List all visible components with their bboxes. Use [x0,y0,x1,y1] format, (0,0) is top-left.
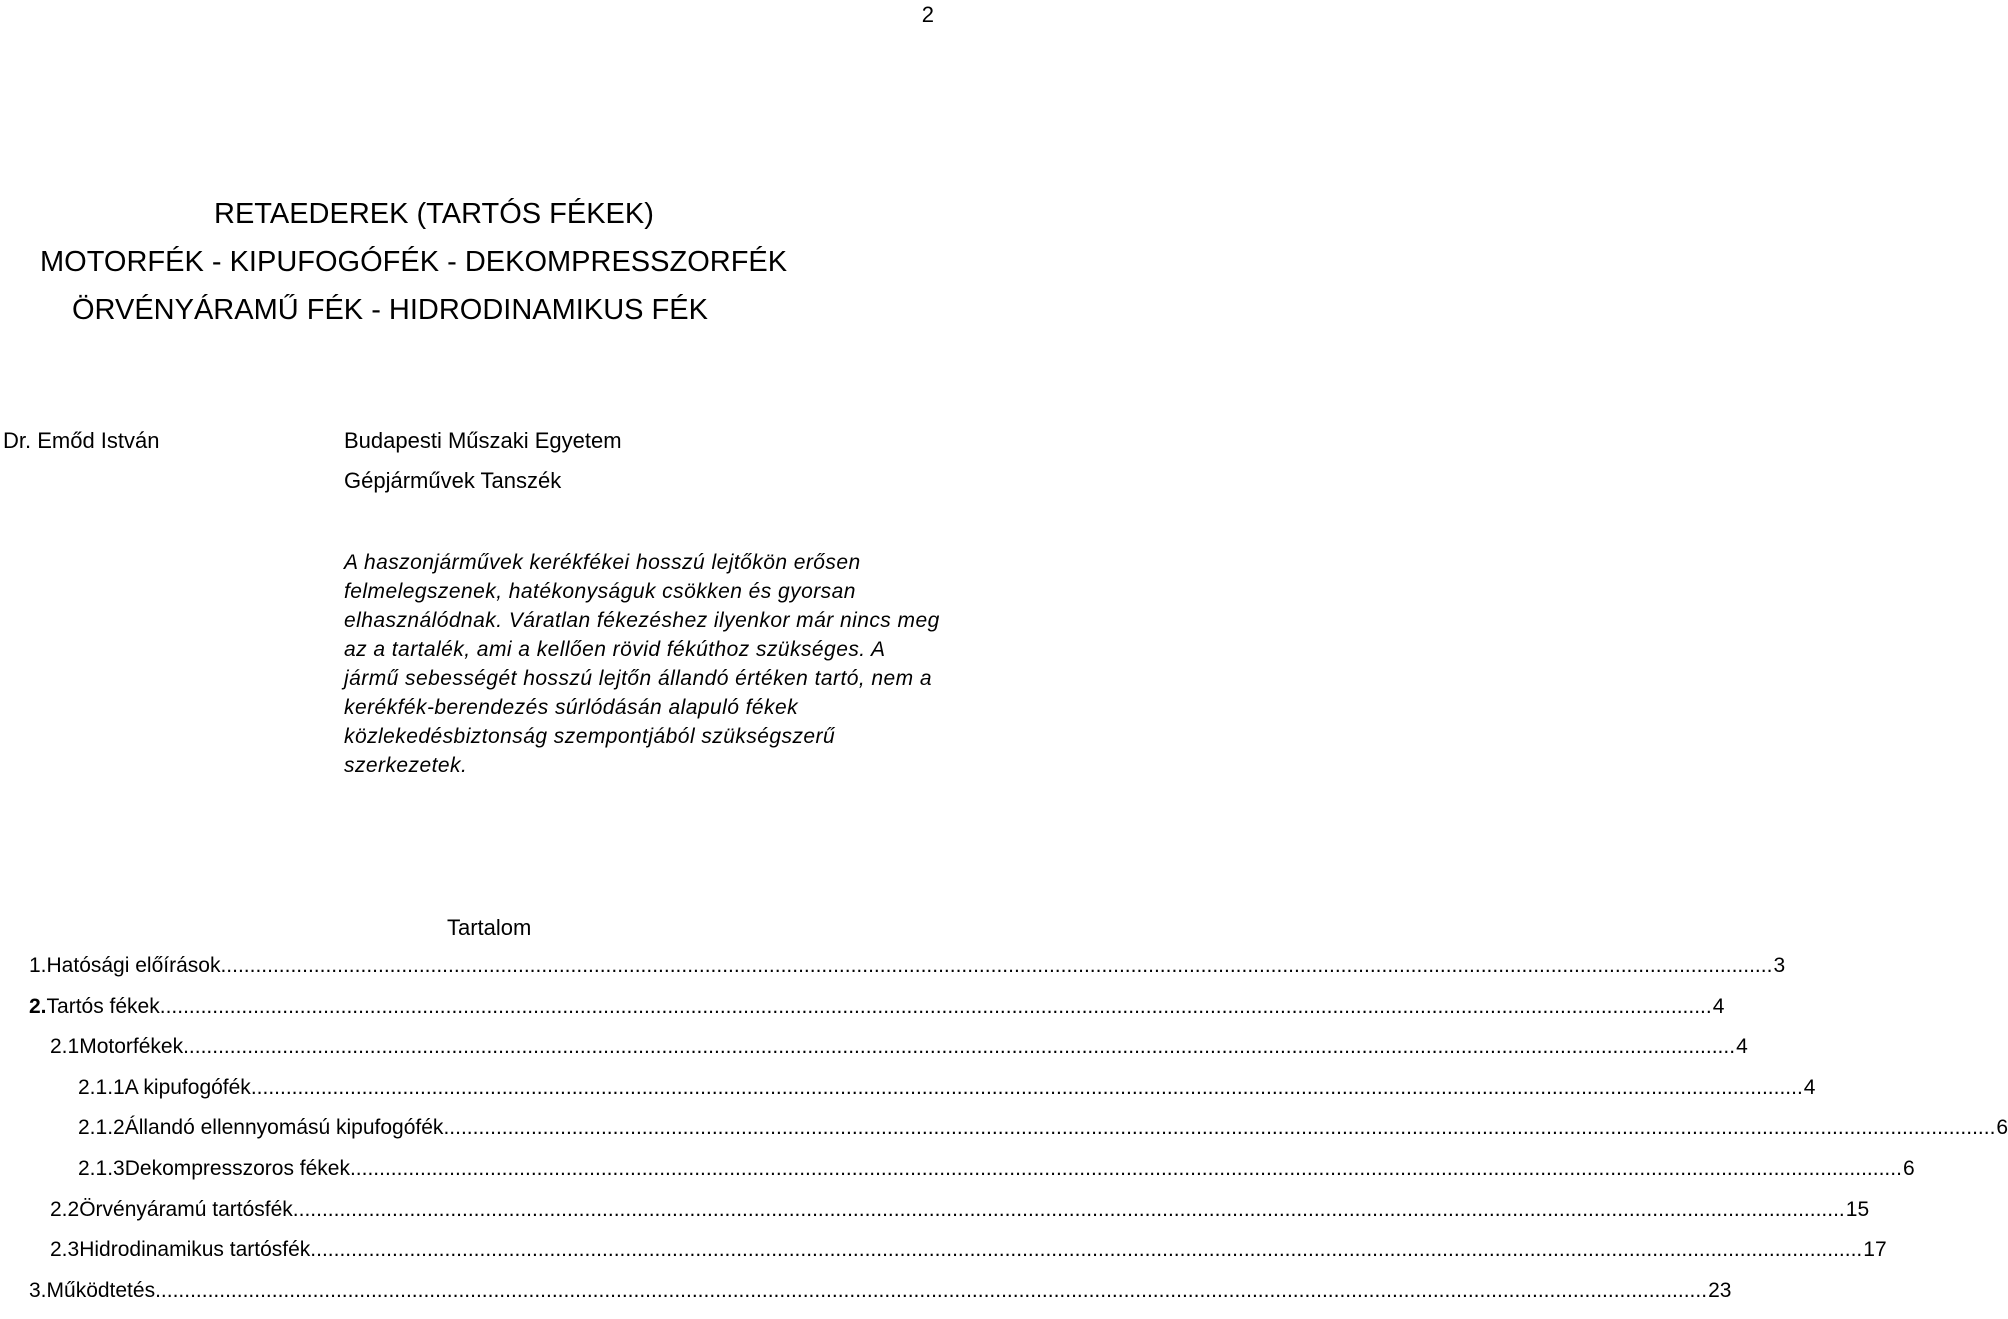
toc-leader-dots [160,995,1712,1019]
toc-entry-number: 3. [29,1278,47,1302]
toc-entry-title: Hatósági előírások [46,954,221,977]
toc-entry-page: 6 [1996,1116,2008,1140]
toc-leader-dots [443,1116,1995,1140]
toc-leader-dots [350,1157,1902,1181]
affiliation-university: Budapesti Műszaki Egyetem [344,428,622,453]
toc-entry-title: Hidrodinamikus tartósfék [79,1238,311,1262]
abstract-text: A haszonjárművek kerékfékei hosszú lejtőkön erősen felmelegszenek, hatékonyságuk csökken és gyorsan elhasználódnak. Váratlan fékezéshez ilyenkor már nincs meg az a tartalék, ami a kellően rövid fékúthoz szükséges. A jármű sebességét hosszú lejtőn állandó értéken tartó, nem a kerékfék-berendezés súrlódásán alapuló fékek közlekedésbiztonság szempontjából szükségszerű szerkezetek. [344,551,940,777]
title-line-3: ÖRVÉNYÁRAMŰ FÉK - HIDRODINAMIKUS FÉK [72,294,708,326]
toc-entry-number: 2.2 [50,1197,80,1221]
toc-entry[interactable] [0,994,1725,1036]
title-line-1: RETAEDEREK (TARTÓS FÉKEK) [214,198,654,230]
toc-leader-dots [293,1198,1845,1222]
toc-entry-number: 2.1 [50,1035,80,1059]
toc-entry[interactable] [0,1035,1748,1076]
page-number: 2 [921,2,934,27]
toc-entry-number: 2.1.2 [78,1116,125,1140]
toc-entry-title: Működtetés [46,1278,156,1302]
toc-entry-page: 4 [1803,1075,1816,1099]
toc-entry-number: 2.1.1 [78,1075,125,1099]
toc-leader-dots [220,954,1772,978]
toc-entry-page: 4 [1712,994,1725,1018]
toc-entry-title: Állandó ellennyomású kipufogófék [124,1116,444,1140]
affiliation-department: Gépjárművek Tanszék [344,468,562,493]
toc-entry[interactable] [0,1116,2008,1157]
toc-entry[interactable] [0,1156,1915,1198]
toc-entry[interactable] [0,1238,1887,1279]
toc-entry-number: 2.3 [50,1238,80,1262]
author-name: Dr. Emőd István [3,428,160,453]
toc-entry-title: Örvényáramú tartósfék [79,1197,293,1221]
toc-entry-number: 1. [29,954,47,977]
toc-heading: Tartalom [447,915,532,940]
toc-entry-page: 17 [1863,1238,1887,1262]
toc-entry-number: 2.1.3 [78,1156,125,1180]
toc-leader-dots [155,1279,1707,1303]
title-line-2: MOTORFÉK - KIPUFOGÓFÉK - DEKOMPRESSZORFÉK [40,246,788,278]
toc-entry-title: Motorfékek [79,1035,184,1059]
toc-entry[interactable] [0,1197,1870,1239]
table-of-contents [0,954,2008,1319]
toc-entry[interactable] [0,1075,1816,1117]
toc-entry-page: 6 [1902,1156,1915,1180]
toc-entry-page: 3 [1773,954,1786,977]
toc-entry-number: 2. [29,994,47,1018]
toc-leader-dots [251,1076,1803,1100]
toc-entry-page: 4 [1736,1035,1748,1059]
toc-entry-title: A kipufogófék [124,1075,251,1099]
toc-entry[interactable] [0,1278,1732,1319]
toc-entry-title: Tartós fékek [46,994,160,1018]
toc-entry[interactable] [0,954,1786,995]
toc-entry-title: Dekompresszoros fékek [124,1156,350,1180]
document-title [0,190,960,334]
toc-entry-page: 15 [1845,1197,1870,1221]
toc-entry-page: 23 [1708,1278,1732,1302]
toc-leader-dots [183,1035,1735,1059]
toc-leader-dots [310,1238,1862,1262]
